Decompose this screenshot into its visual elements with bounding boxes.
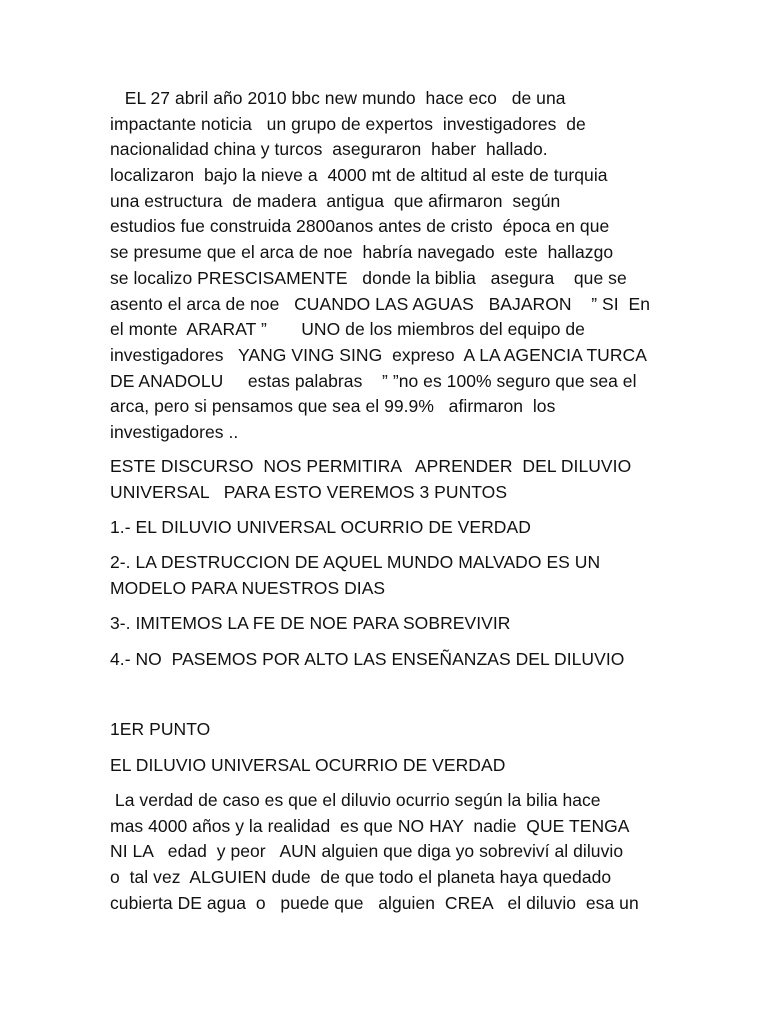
intro-line: DE ANADOLU estas palabras ” ”no es 100% seguro que sea el: [110, 370, 637, 391]
intro-line: arca, pero si pensamos que sea el 99.9% afirmaron los: [110, 396, 556, 417]
section-number-heading: [110, 717, 670, 743]
section-body-line: cubierta DE agua o puede que alguien CREA el diluvio esa un: [110, 892, 639, 913]
intro-line: investigadores YANG VING SING expreso A LA AGENCIA TURCA: [110, 344, 647, 365]
point-4-text: 4.- NO PASEMOS POR ALTO LAS ENSEÑANZAS DEL DILUVIO: [110, 649, 625, 669]
section-title-text: EL DILUVIO UNIVERSAL OCURRIO DE VERDAD: [110, 755, 506, 775]
point-2-item: [110, 550, 670, 601]
section-body-line: La verdad de caso es que el diluvio ocurrio según la bilia hace: [110, 790, 601, 810]
speech-intro-line: UNIVERSAL PARA ESTO VEREMOS 3 PUNTOS: [110, 481, 508, 502]
section-number-text: 1ER PUNTO: [110, 719, 211, 739]
intro-line: una estructura de madera antigua que afirmaron según: [110, 190, 561, 211]
intro-paragraph: [110, 86, 670, 446]
section-body-paragraph: [110, 788, 670, 916]
intro-line: asento el arca de noe CUANDO LAS AGUAS BAJARON ” SI En: [110, 293, 650, 314]
intro-line: impactante noticia un grupo de expertos investigadores de: [110, 113, 586, 134]
point-2-line: MODELO PARA NUESTROS DIAS: [110, 577, 386, 598]
speech-intro-paragraph: [110, 454, 670, 505]
section-body-line: o tal vez ALGUIEN dude de que todo el planeta haya quedado: [110, 867, 612, 888]
point-2-line: 2-. LA DESTRUCCION DE AQUEL MUNDO MALVADO ES UN: [110, 552, 601, 572]
point-1-item: [110, 515, 670, 541]
speech-intro-line: ESTE DISCURSO NOS PERMITIRA APRENDER DEL DILUVIO: [110, 456, 632, 476]
point-4-item: [110, 647, 670, 673]
intro-line: investigadores ..: [110, 421, 239, 442]
intro-line: nacionalidad china y turcos aseguraron haber hallado.: [110, 139, 548, 160]
intro-line: se localizo PRESCISAMENTE donde la biblia asegura que se: [110, 267, 627, 288]
point-1-text: 1.- EL DILUVIO UNIVERSAL OCURRIO DE VERDAD: [110, 517, 531, 537]
intro-line: el monte ARARAT ” UNO de los miembros del equipo de: [110, 319, 585, 340]
section-title-heading: [110, 753, 670, 779]
intro-line: EL 27 abril año 2010 bbc new mundo hace eco de una: [110, 88, 566, 108]
point-3-text: 3-. IMITEMOS LA FE DE NOE PARA SOBREVIVIR: [110, 613, 511, 633]
section-body-line: NI LA edad y peor AUN alguien que diga yo sobreviví al diluvio: [110, 841, 624, 862]
intro-line: localizaron bajo la nieve a 4000 mt de altitud al este de turquia: [110, 165, 608, 186]
section-body-line: mas 4000 años y la realidad es que NO HAY nadie QUE TENGA: [110, 815, 630, 836]
point-3-item: [110, 611, 670, 637]
intro-line: se presume que el arca de noe habría navegado este hallazgo: [110, 242, 614, 263]
intro-line: estudios fue construida 2800anos antes de cristo época en que: [110, 216, 610, 237]
